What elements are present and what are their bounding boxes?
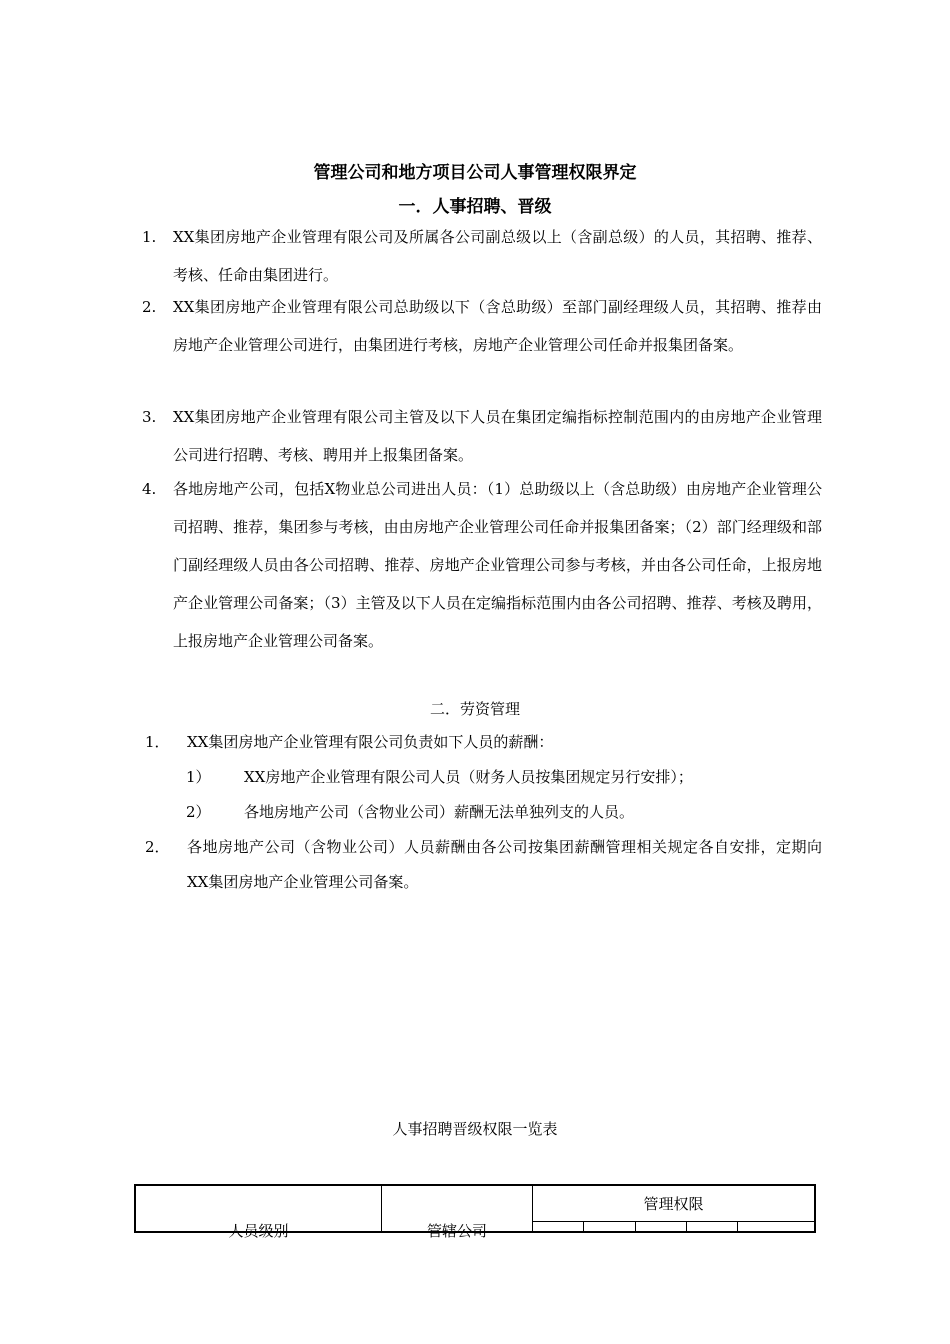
item-number: 2. xyxy=(142,298,157,316)
table-cell xyxy=(738,1222,815,1233)
item-text: XX集团房地产企业管理有限公司总助级以下（含总助级）至部门副经理级人员，其招聘、推荐由房地产企业管理公司进行，由集团进行考核，房地产企业管理公司任命并报集团备案。 xyxy=(173,298,822,354)
item-text: 各地房地产公司，包括X物业总公司进出人员：（1）总助级以上（含总助级）由房地产企业管理公司招聘、推荐，集团参与考核，由由房地产企业管理公司任命并报集团备案；（2）部门经理级和部门副经理级人员由各公司招聘、推荐、房地产企业管理公司参与考核，并由各公司任命，上报房地产企业管理公司备案；（3）主管及以下人员在定编指标范围内由各公司招聘、推荐、考核及聘用，上报房地产企业管理公司备案。 xyxy=(173,480,822,650)
item-text: XX集团房地产企业管理有限公司负责如下人员的薪酬： xyxy=(187,733,554,751)
table-cell xyxy=(686,1222,737,1233)
document-title: 管理公司和地方项目公司人事管理权限界定 xyxy=(313,163,637,183)
list-item xyxy=(142,398,822,474)
table-caption: 人事招聘晋级权限一览表 xyxy=(392,1120,558,1138)
list-item xyxy=(142,218,822,294)
permission-table xyxy=(134,1184,816,1240)
header-authority: 管理权限 xyxy=(533,1185,816,1222)
header-level xyxy=(135,1185,382,1240)
item-text: XX集团房地产企业管理有限公司主管及以下人员在集团定编指标控制范围内的由房地产企业管理公司进行招聘、考核、聘用并上报集团备案。 xyxy=(173,408,822,464)
item-number: 3. xyxy=(142,408,157,426)
item-number: 1． xyxy=(145,733,170,751)
section1-heading: 一．人事招聘、晋级 xyxy=(398,197,552,217)
table-cell xyxy=(635,1222,686,1233)
header-company xyxy=(382,1185,533,1240)
list-item xyxy=(142,470,822,660)
header-company-text: 管辖公司 xyxy=(426,1222,487,1240)
list-item xyxy=(142,830,822,900)
sub-item-number: 2） xyxy=(186,803,211,821)
item-number: 2． xyxy=(145,838,170,856)
item-number: 4. xyxy=(142,480,157,498)
list-item xyxy=(142,725,822,760)
item-text: 各地房地产公司（含物业公司）人员薪酬由各公司按集团薪酬管理相关规定各自安排，定期向XX集团房地产企业管理公司备案。 xyxy=(187,838,822,891)
item-number: 1. xyxy=(142,228,157,246)
sub-item-text: 各地房地产公司（含物业公司）薪酬无法单独列支的人员。 xyxy=(244,803,635,821)
table-cell xyxy=(533,1222,584,1233)
list-item xyxy=(142,288,822,364)
header-level-text: 人员级别 xyxy=(228,1222,289,1240)
section2-heading: 二．劳资管理 xyxy=(429,700,520,718)
sub-item-text: XX房地产企业管理有限公司人员（财务人员按集团规定另行安排）； xyxy=(244,768,693,786)
item-text: XX集团房地产企业管理有限公司及所属各公司副总级以上（含副总级）的人员，其招聘、推荐、考核、任命由集团进行。 xyxy=(173,228,822,284)
table-cell xyxy=(584,1222,635,1233)
sub-item-number: 1） xyxy=(186,768,211,786)
